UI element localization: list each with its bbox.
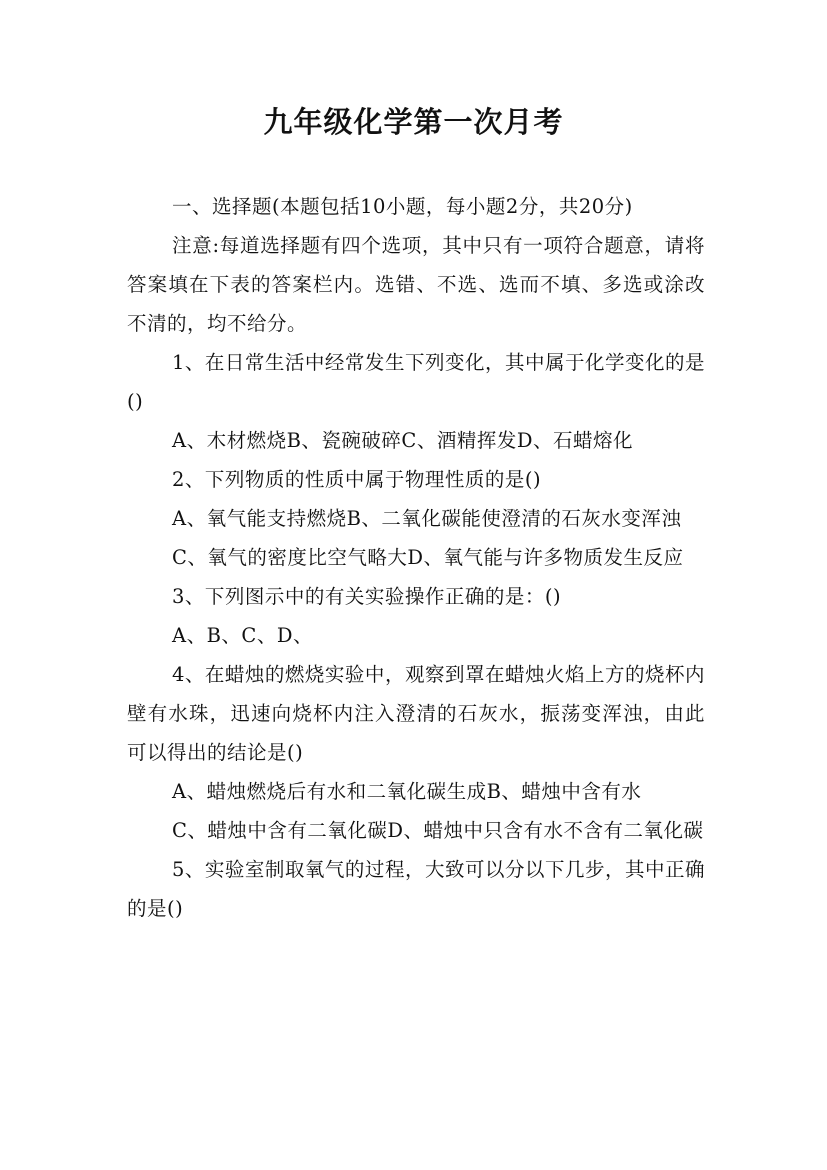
- question-4-options-cd: C、蜡烛中含有二氧化碳D、蜡烛中只含有水不含有二氧化碳: [172, 819, 704, 842]
- question-4-options-ab: A、蜡烛燃烧后有水和二氧化碳生成B、蜡烛中含有水: [172, 780, 642, 803]
- question-1: 1、在日常生活中经常发生下列变化，其中属于化学变化的是(): [127, 351, 705, 413]
- document-title: 九年级化学第一次月考: [263, 105, 564, 139]
- question-2-options-ab: A、氧气能支持燃烧B、二氧化碳能使澄清的石灰水变浑浊: [172, 507, 682, 530]
- question-3: 3、下列图示中的有关实验操作正确的是：(): [172, 585, 562, 608]
- instructions-paragraph: 注意:每道选择题有四个选项，其中只有一项符合题意，请将答案填在下表的答案栏内。选错、不选、选而不填、多选或涂改不清的，均不给分。: [127, 234, 705, 335]
- question-3-options: A、B、C、D、: [172, 624, 313, 647]
- document-body: [127, 187, 705, 928]
- question-5: 5、实验室制取氧气的过程，大致可以分以下几步，其中正确的是(): [127, 858, 705, 920]
- question-1-options: A、木材燃烧B、瓷碗破碎C、酒精挥发D、石蜡熔化: [172, 429, 633, 452]
- question-2-options-cd: C、氧气的密度比空气略大D、氧气能与许多物质发生反应: [172, 546, 684, 569]
- question-4: 4、在蜡烛的燃烧实验中，观察到罩在蜡烛火焰上方的烧杯内壁有水珠，迅速向烧杯内注入澄清的石灰水，振荡变浑浊，由此可以得出的结论是(): [127, 663, 705, 764]
- section-heading: 一、选择题(本题包括10小题，每小题2分，共20分): [172, 195, 633, 218]
- question-2: 2、下列物质的性质中属于物理性质的是(): [172, 468, 542, 491]
